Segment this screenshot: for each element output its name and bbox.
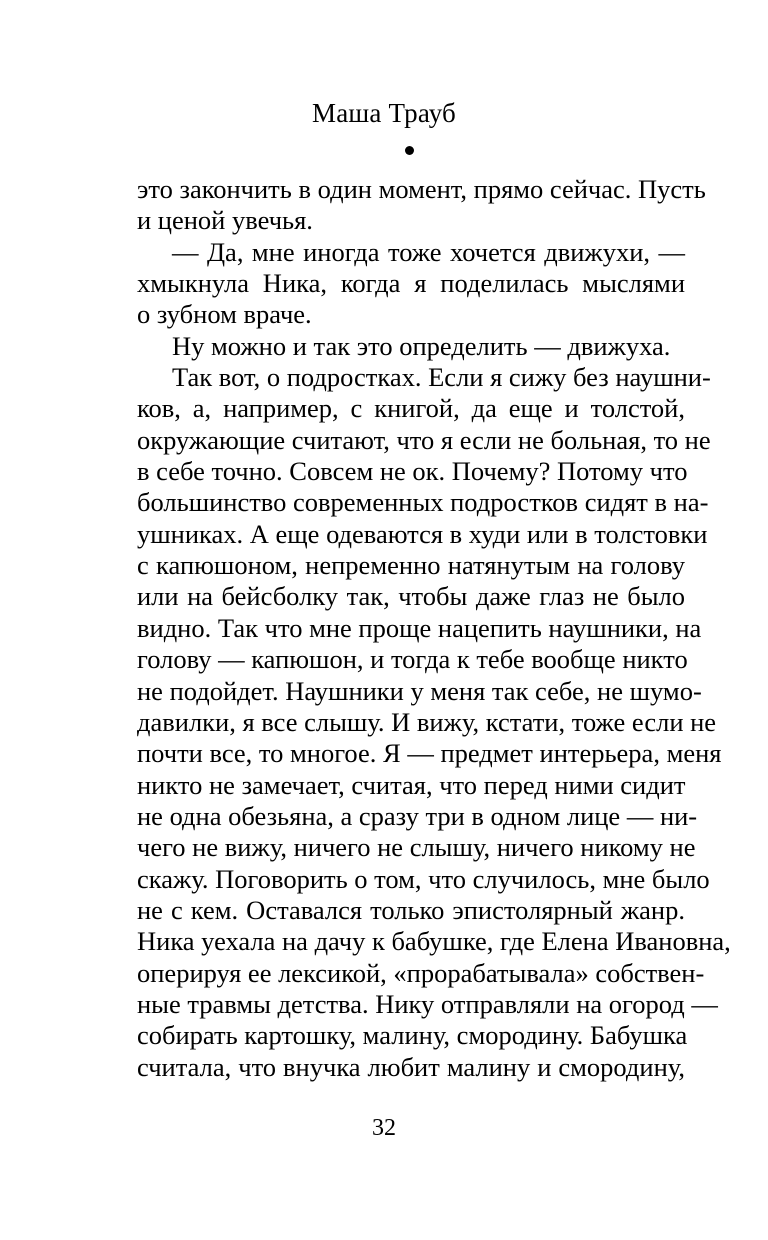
text-line: ков, а, например, с книгой, да еще и толстой, bbox=[137, 393, 685, 424]
header-ornament-dot bbox=[405, 146, 414, 155]
text-line: не с кем. Оставался только эпистолярный жанр. bbox=[137, 894, 685, 925]
text-line: давилки, я все слышу. И вижу, кстати, тоже если не bbox=[137, 706, 717, 737]
text-line: голову — капюшон, и тогда к тебе вообще никто bbox=[137, 644, 688, 675]
text-line: видно. Так что мне проще нацепить наушники, на bbox=[137, 612, 702, 643]
text-line: или на бейсболку так, чтобы даже глаз не было bbox=[137, 581, 685, 612]
text-line: хмыкнула Ника, когда я поделилась мыслями bbox=[137, 268, 685, 299]
text-line: окружающие считают, что я если не больная, то не bbox=[137, 424, 711, 455]
text-line: и ценой увечья. bbox=[137, 205, 313, 236]
text-line: это закончить в один момент, прямо сейчас. Пусть bbox=[137, 174, 706, 204]
text-line: большинство современных подростков сидят в на- bbox=[137, 487, 709, 518]
text-line: Так вот, о подростках. Если я сижу без наушни- bbox=[172, 362, 711, 393]
text-line: с капюшоном, непременно натянутым на голову bbox=[137, 550, 685, 581]
page-number: 32 bbox=[372, 1115, 396, 1141]
running-header-author: Маша Трауб bbox=[312, 98, 456, 128]
text-line: не подойдет. Наушники у меня так себе, не шумо- bbox=[137, 675, 702, 706]
text-line: о зубном враче. bbox=[137, 299, 312, 330]
text-line: Ника уехала на дачу к бабушке, где Елена Ивановна, bbox=[137, 926, 731, 957]
text-line: скажу. Поговорить о том, что случилось, мне было bbox=[137, 863, 710, 894]
text-line: Ну можно и так это определить — движуха. bbox=[172, 330, 671, 361]
text-line: считала, что внучка любит малину и смородину, bbox=[137, 1051, 685, 1082]
text-line: ные травмы детства. Нику отправляли на огород — bbox=[137, 988, 718, 1019]
text-line: ушниках. А еще одеваются в худи или в толстовки bbox=[137, 518, 708, 549]
body-text bbox=[137, 174, 731, 1083]
text-line: чего не вижу, ничего не слышу, ничего никому не bbox=[137, 832, 696, 863]
text-line: не одна обезьяна, а сразу три в одном лице — ни- bbox=[137, 800, 698, 831]
text-line: в себе точно. Совсем не ок. Почему? Потому что bbox=[137, 456, 688, 487]
text-line: собирать картошку, малину, смородину. Бабушка bbox=[137, 1020, 688, 1051]
text-line: — Да, мне иногда тоже хочется движухи, — bbox=[172, 236, 685, 267]
text-line: почти все, то многое. Я — предмет интерьера, меня bbox=[137, 738, 722, 769]
text-line: оперируя ее лексикой, «прорабатывала» собствен- bbox=[137, 957, 705, 988]
text-line: никто не замечает, считая, что перед ними сидит bbox=[137, 769, 686, 800]
